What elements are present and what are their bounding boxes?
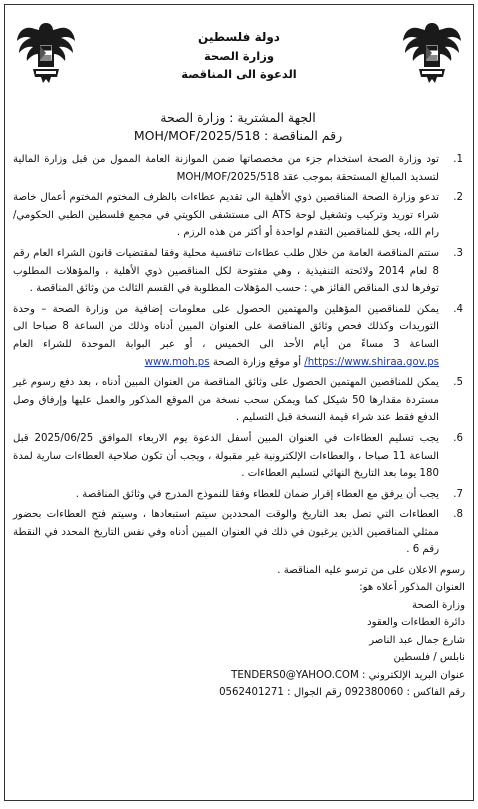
- email-label: عنوان البريد الإلكتروني :: [362, 669, 465, 681]
- item-text: تود وزارة الصحة استخدام جزء من مخصصاتها ضمن الموازنة العامة الممول من قبل وزارة المالية لتسديد المبالغ المستحقة بموجب عقد MOH/MOF/2025/518: [13, 154, 439, 183]
- list-item: [13, 189, 465, 242]
- mobile-number: 0562401271: [219, 686, 284, 698]
- item-text: يجب أن يرفق مع العطاء إقرار ضمان للعطاء وفقا للنموذج المدرج في وثائق المناقصة .: [75, 488, 439, 500]
- shiraa-link[interactable]: https://www.shiraa.gov.ps/: [304, 356, 439, 368]
- list-item: [13, 430, 465, 483]
- palestine-eagle-emblem-icon: [15, 17, 77, 87]
- list-item: [13, 486, 465, 504]
- list-item: [13, 374, 465, 427]
- address-block: [13, 562, 465, 701]
- item-text: يمكن للمناقصين المهتمين الحصول على وثائق المناقصة من العنوان المبين أدناه ، بعد دفع رسوم غير مستردة مقدارها 50 شيكل كما ويمكن سحب نسخة من الموقع المذكور والعمل عليها وإرفاق وصل الدفع فقط عند شراء قيمة النسخة قبل التسليم .: [13, 377, 439, 424]
- item-number: 7.: [453, 488, 463, 500]
- item-number: 6.: [453, 432, 463, 444]
- list-item: [13, 151, 465, 186]
- tender-announcement: [4, 4, 474, 801]
- list-item: [13, 506, 465, 559]
- fax-label: رقم الفاكس :: [406, 686, 465, 698]
- item-text: ستتم المناقصة العامة من خلال طلب عطاءات تنافسية محلية وفقا لمقتضيات قانون الشراء العام رقم 8 لعام 2014 ولائحته التنفيذية ، وهي مفتوحة لكل المناقصين ذوي الأهلية ، والمؤهلات المطلوب توفرها لدى المناقص الفائز هي : حسب المؤهلات المطلوبة في القسم الثالث من وثائق المناقصة .: [13, 247, 439, 295]
- address-ministry: وزارة الصحة: [412, 599, 465, 611]
- document-header: [85, 27, 393, 83]
- item-number: 8.: [453, 509, 463, 521]
- tender-clauses: [13, 151, 465, 559]
- ministry-name: وزارة الصحة: [204, 49, 274, 63]
- invitation-title: الدعوة الى المناقصة: [181, 67, 297, 81]
- list-item: [13, 301, 465, 371]
- item-number: 2.: [453, 192, 463, 204]
- buyer-line: الجهة المشترية : وزارة الصحة: [160, 110, 316, 125]
- email-row: [13, 667, 465, 684]
- address-title: العنوان المذكور أعلاه هو:: [359, 582, 465, 594]
- item-text: يجب تسليم العطاءات في العنوان المبين أسفل الدعوة يوم الاربعاء الموافق 2025/06/25 قبل الساعة 11 صباحا ، والعطاءات الإلكترونية غير مقبولة ، ويجب أن تكون صلاحية العطاءات سارية لمدة 180 يوما بعد التاريخ النهائي لتسليم العطاءات .: [13, 432, 440, 480]
- item-text: العطاءات التي تصل بعد التاريخ والوقت المحددين سيتم استبعادها ، وسيتم فتح العطاءات بحضور ممثلي المناقصين الذين يرغبون في ذلك في العنوان المبين أدناه وفي نفس التاريخ المحدد في النقطة رقم 6 .: [13, 509, 439, 556]
- link-connector: أو موقع وزارة الصحة: [209, 356, 305, 368]
- list-item: [13, 245, 465, 298]
- fee-note: رسوم الاعلان على من ترسو عليه المناقصة .: [277, 565, 465, 577]
- item-number: 5.: [453, 377, 463, 389]
- email-address[interactable]: TENDERS0@YAHOO.COM: [231, 669, 359, 681]
- tender-subheader: [13, 109, 463, 145]
- address-street: شارع جمال عبد الناصر: [369, 634, 465, 646]
- palestine-eagle-emblem-icon: [401, 17, 463, 87]
- item-number: 1.: [453, 154, 463, 165]
- moh-link[interactable]: www.moh.ps: [144, 356, 210, 368]
- address-department: دائرة العطاءات والعقود: [367, 617, 465, 629]
- state-name: دولة فلسطين: [198, 30, 280, 44]
- address-city: نابلس / فلسطين: [393, 652, 465, 664]
- item-number: 3.: [453, 247, 463, 259]
- phone-row: [13, 684, 465, 701]
- fax-number: 092380060: [344, 686, 404, 698]
- item-text: تدعو وزارة الصحة المناقصين ذوي الأهلية الى تقديم عطاءات بالظرف المختوم المختوم أعمال خاصة شراء توريد وتركيب وتشغيل لوحة ATS الى مستشفى الكويتي في مجمع فلسطين الطبي الحكومي/رام الله، يحق للمناقصين التقدم لواحدة أو أكثر من هذه الرزم .: [13, 192, 439, 239]
- item-text: يمكن للمناقصين المؤهلين والمهتمين الحصول على معلومات إضافية من وزارة الصحة – وحدة التوريدات وكذلك فحص وثائق المناقصة على العنوان المبين أدناه وذلك من الساعة 8 صباحا الى الساعة 3 مساءً من أيام الأحد الى الخميس ، أو عبر البوابة الموحدة للشراء العام: [13, 303, 439, 350]
- tender-number: رقم المناقصة : MOH/MOF/2025/518: [133, 128, 343, 143]
- tender-body: [13, 151, 465, 701]
- item-number: 4.: [453, 303, 463, 315]
- mobile-label: رقم الجوال :: [287, 686, 342, 698]
